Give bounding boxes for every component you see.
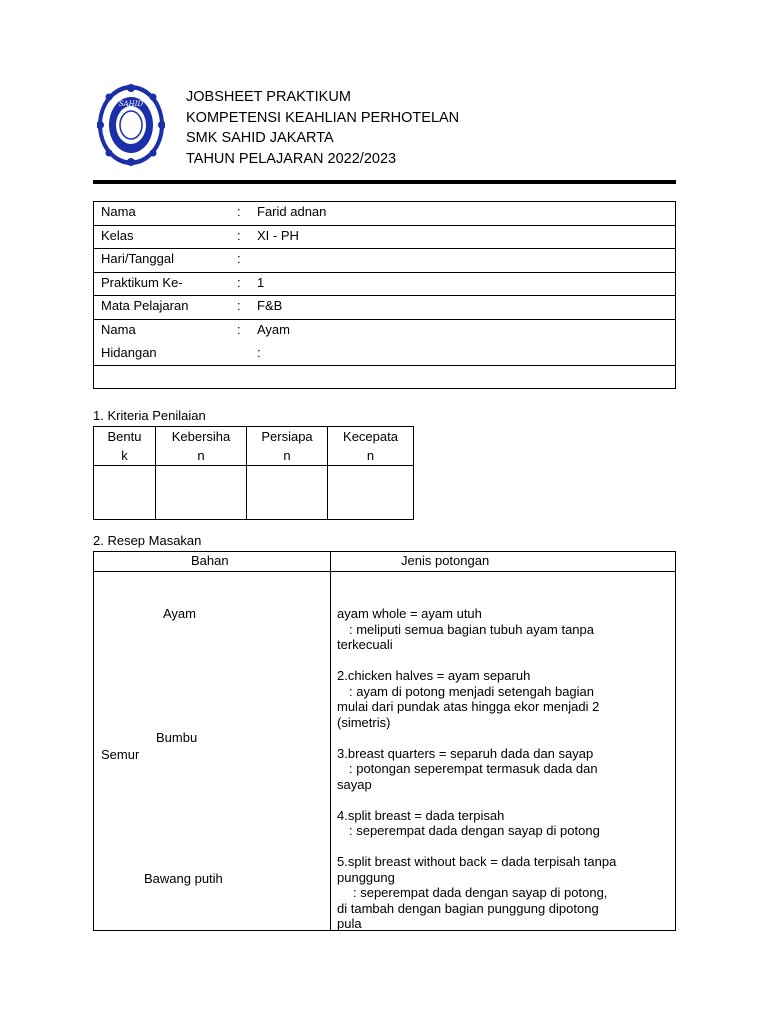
bahan-item: Semur [101,747,140,762]
jenis-cell [331,572,676,931]
header-text: n [283,448,291,463]
value-kelas: XI - PH [257,227,299,243]
resep-table [93,551,676,931]
info-row-hidangan [94,319,676,365]
header-bahan: Bahan [191,553,229,568]
header-title: JOBSHEET PRAKTIKUM [186,89,351,105]
header-text: Kecepata [343,429,398,444]
student-info-table [93,201,676,389]
jenis-potongan-list [337,606,667,932]
header-year: TAHUN PELAJARAN 2022/2023 [186,150,397,167]
label-hidangan: Hidangan [101,344,157,360]
info-row-nama [94,202,676,226]
value-praktikum: 1 [257,274,265,290]
label-kelas: Kelas [101,227,134,243]
header-text: Kebersiha [171,429,231,444]
kriteria-cell [156,466,247,520]
resep-header-jenis [331,552,676,572]
kriteria-header-kebersihan [156,427,247,466]
info-row-hari [94,249,676,273]
jenis-line: 5.split breast without back = dada terpisah tanpa [337,854,617,869]
label-nama: Nama [101,204,136,219]
header-text: k [121,448,128,463]
kriteria-cell [328,466,414,520]
kriteria-cell [247,466,328,520]
jenis-line: : ayam di potong menjadi setengah bagian [349,683,595,699]
kriteria-header-kecepatan [328,427,414,466]
label-praktikum: Praktikum Ke- [101,274,183,290]
value-nama-hidangan: Ayam [257,321,290,337]
colon: : [237,251,241,266]
resep-header-bahan [94,552,331,572]
jenis-line: : potongan seperempat termasuk dada dan [349,761,598,776]
section-kriteria-title: 1. Kriteria Penilaian [93,408,206,423]
kriteria-header-persiapan [247,427,328,466]
header-text: n [197,448,205,463]
jenis-line: : meliputi semua bagian tubuh ayam tanpa [349,621,594,637]
header-text: Persiapa [261,429,313,444]
colon: : [237,321,241,337]
bahan-item: Ayam [163,606,196,621]
school-logo [97,84,165,166]
jenis-line: pula [337,916,362,931]
info-row-praktikum [94,272,676,296]
info-row-empty [94,365,676,389]
jenis-line: : seperempat dada dengan sayap di potong, [353,885,608,900]
value-mata-pelajaran: F&B [257,298,283,313]
jenis-line: 4.split breast = dada terpisah [337,807,505,823]
label-hari-tanggal: Hari/Tanggal [101,251,174,266]
colon: : [237,204,241,219]
label-mata-pelajaran: Mata Pelajaran [101,298,189,313]
kriteria-table [93,426,414,520]
header-text: Bentu [107,429,142,444]
colon: : [237,274,241,290]
colon: : [257,344,261,360]
jenis-line: terkecuali [337,637,393,652]
jenis-line: sayap [337,776,372,792]
jenis-line: ayam whole = ayam utuh [337,606,482,621]
jenis-line: : seperempat dada dengan sayap di potong [349,823,600,838]
jenis-line: punggung [337,869,395,885]
bahan-item: Bumbu [156,730,198,745]
info-row-mapel [94,296,676,320]
jenis-line: mulai dari pundak atas hingga ekor menjadi 2 [337,699,600,714]
colon: : [237,227,241,243]
colon: : [237,298,241,313]
header-competency: KOMPETENSI KEAHLIAN PERHOTELAN [186,109,460,126]
jenis-line: di tambah dengan bagian punggung dipotong [337,900,599,916]
value-nama: Farid adnan [257,204,327,219]
jenis-line: 2.chicken halves = ayam separuh [337,668,531,683]
jenis-line: 3.breast quarters = separuh dada dan sayap [337,745,594,761]
jenis-line: (simetris) [337,714,391,730]
info-row-kelas [94,225,676,249]
logo-text: SAHID [118,100,144,108]
kriteria-cell [94,466,156,520]
section-resep-title: 2. Resep Masakan [93,533,202,548]
kriteria-header-bentuk [94,427,156,466]
header-text: n [366,448,375,463]
document-header [186,87,459,169]
header-jenis-potongan: Jenis potongan [401,553,490,568]
header-school: SMK SAHID JAKARTA [186,130,334,146]
header-divider [93,180,676,184]
label-nama-hidangan: Nama [101,321,136,337]
bahan-cell [94,572,331,931]
bahan-item: Bawang putih [144,871,223,886]
